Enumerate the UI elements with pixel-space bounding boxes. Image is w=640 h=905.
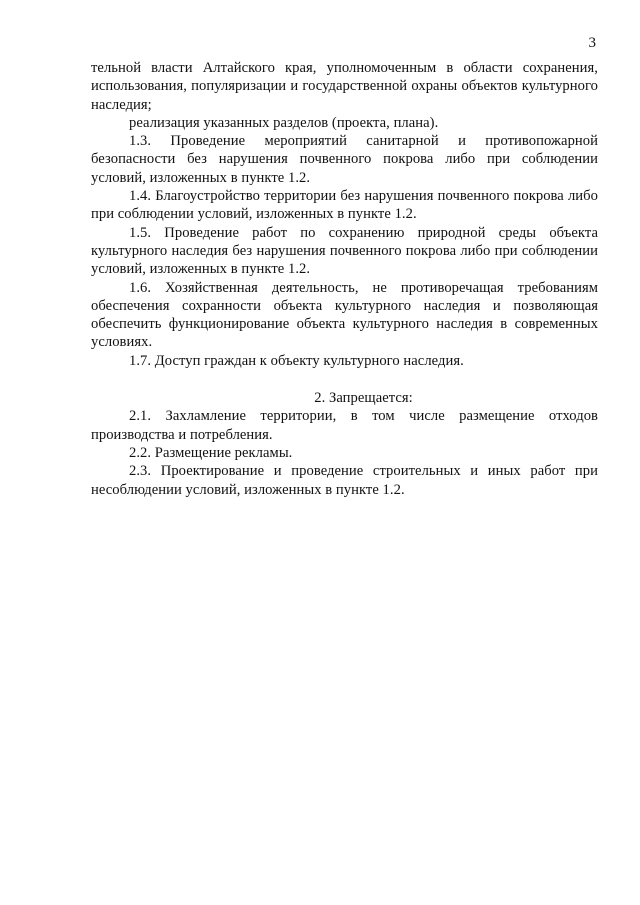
paragraph-implementation: реализация указанных разделов (проекта, плана).: [129, 114, 439, 131]
page-number: 3: [588, 35, 596, 51]
section-heading-prohibited: 2. Запрещается:: [314, 390, 413, 407]
document-body: [91, 59, 598, 499]
paragraph-1-5: 1.5. Проведение работ по сохранению природной среды объекта культурного наследия без нарушения почвенного покрова либо при соблюдении условий, изложенных в пункте 1.2.: [91, 224, 598, 278]
paragraph-continuation: тельной власти Алтайского края, уполномоченным в области сохранения, использования, популяризации и государственной охраны объектов культурного наследия;: [91, 60, 598, 113]
paragraph-1-7: 1.7. Доступ граждан к объекту культурного наследия.: [129, 352, 464, 369]
paragraph-2-1: 2.1. Захламление территории, в том числе размещение отходов производства и потребления.: [91, 408, 598, 443]
paragraph-1-4: 1.4. Благоустройство территории без нарушения почвенного покрова либо при соблюдении условий, изложенных в пункте 1.2.: [91, 188, 598, 223]
paragraph-2-3: 2.3. Проектирование и проведение строительных и иных работ при несоблюдении условий, изложенных в пункте 1.2.: [91, 463, 598, 498]
paragraph-1-6: 1.6. Хозяйственная деятельность, не противоречащая требованиям обеспечения сохранности объекта культурного наследия и позволяющая обеспечить функционирование объекта культурного наследия в современных условиях.: [91, 279, 598, 351]
paragraph-1-3: 1.3. Проведение мероприятий санитарной и противопожарной безопасности без нарушения почвенного покрова либо при соблюдении условий, изложенных в пункте 1.2.: [91, 133, 598, 186]
paragraph-2-2: 2.2. Размещение рекламы.: [129, 444, 293, 461]
